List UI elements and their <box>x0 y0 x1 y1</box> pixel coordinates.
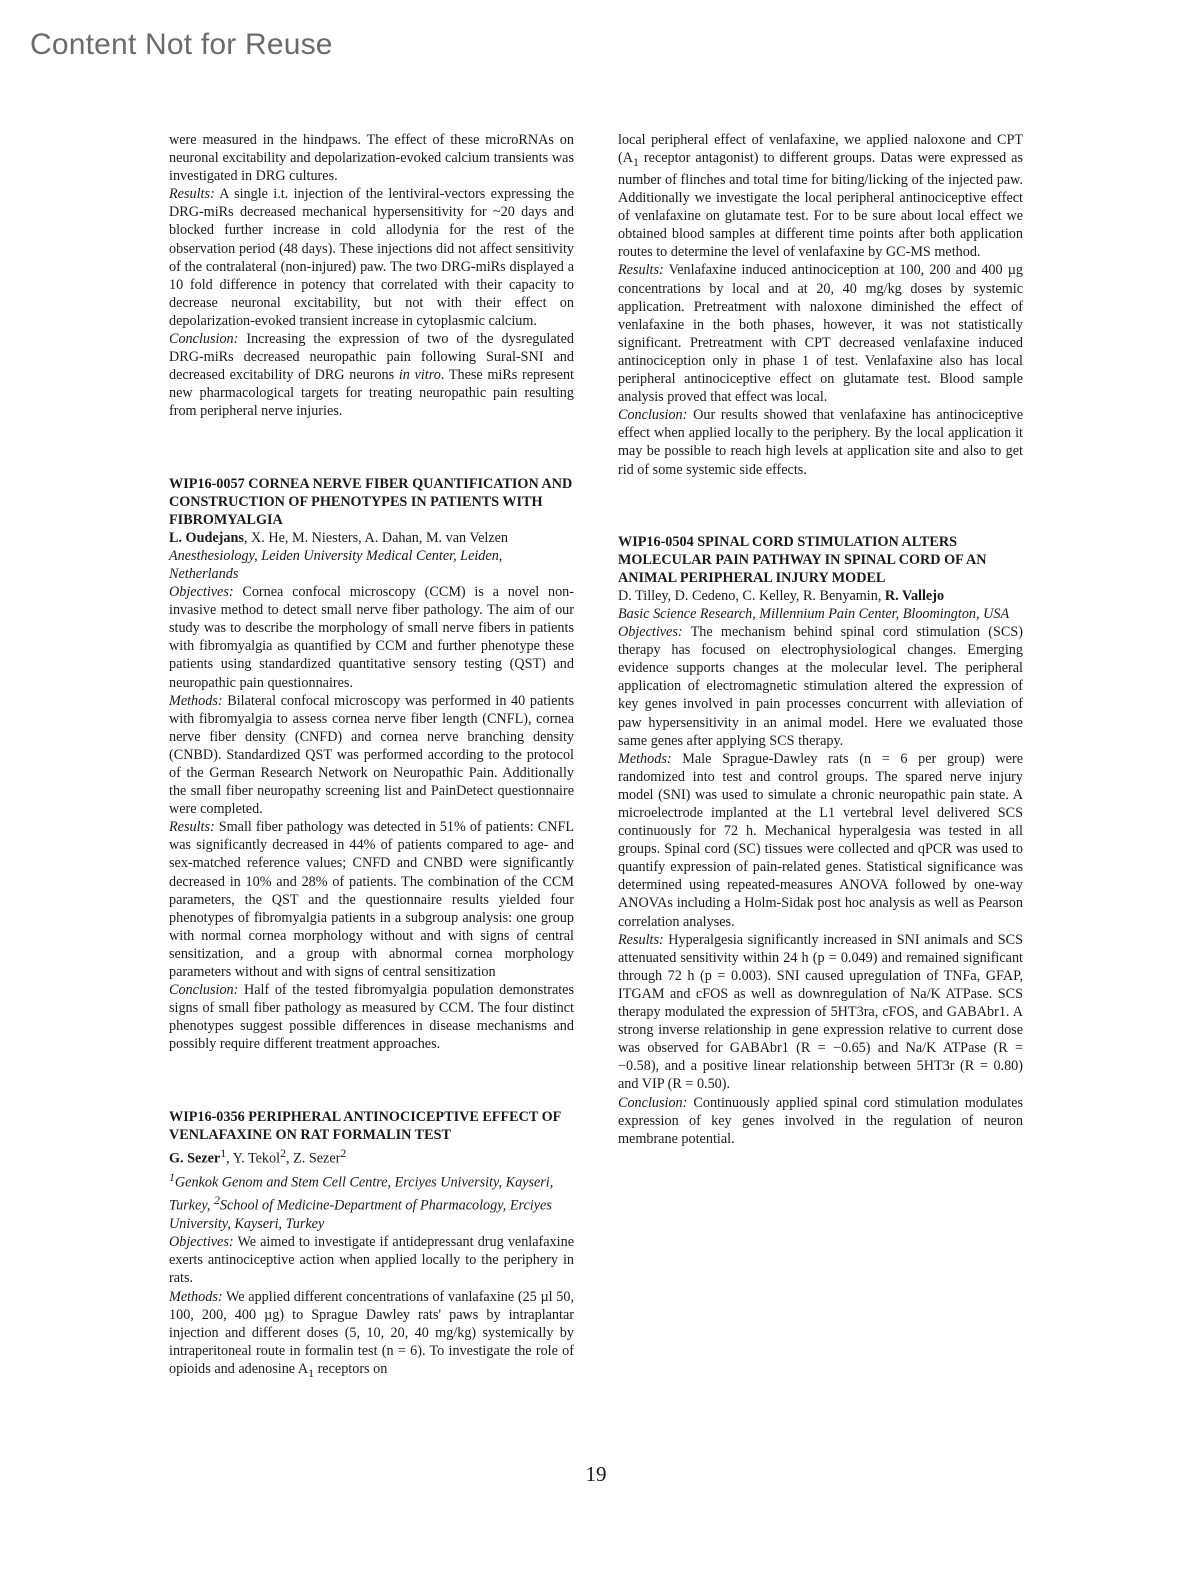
abstract-title: WIP16-0504 SPINAL CORD STIMULATION ALTERS MOLECULAR PAIN PATHWAY IN SPINAL CORD OF AN ANIMAL PERIPHERAL INJURY MODEL <box>618 533 987 586</box>
co-authors: , X. He, M. Niesters, A. Dahan, M. van Velzen <box>243 529 509 546</box>
methods-continuation-text-end: receptor antagonist) to different groups. Datas were expressed as number of flinches and total time for biting/licking of the injected paw. Additionally we investigate the local peripheral antinociceptive effect of venlafaxine on glutamate test. For to be sure about local effect we obtained blood samples at different time points after both application routes to determine the level of venlafaxine by GC-MS method. <box>618 150 1023 261</box>
objectives-label: Objectives: <box>618 624 683 641</box>
subscript: 1 <box>308 1365 315 1380</box>
results-text: Hyperalgesia significantly increased in SNI animals and SCS attenuated sensitivity within 24 h (p = 0.049) and remained significant through 72 h (p = 0.003). SNI caused upregulation of TNFa, GFAP, ITGAM and cFOS as well as downregulation of Na/K ATPase. SCS therapy modulated the expression of 5HT3ra, cFOS, and GABAbr1. A strong inverse relationship in gene expression relative to current dose was observed for GABAbr1 (R = −0.65) and Na/K ATPase (R = −0.58), and a positive linear relationship between 5HT3r (R = 0.80) and VIP (R = 0.50). <box>618 931 1023 1093</box>
conclusion-label: Conclusion: <box>618 407 688 424</box>
methods-label: Methods: <box>169 1288 223 1305</box>
affiliation-2: School of Medicine-Department of Pharmacology, Erciyes University, Kayseri, Turkey <box>169 1198 552 1233</box>
affiliation: Anesthesiology, Leiden University Medical Center, Leiden, Netherlands <box>169 547 503 582</box>
right-column <box>618 131 1023 1148</box>
results-label: Results: <box>169 819 215 836</box>
methods-continuation-text: local peripheral effect of venlafaxine, we applied naloxone and CPT (A <box>618 132 1023 167</box>
objectives-text: The mechanism behind spinal cord stimulation (SCS) therapy has focused on electrophysiological changes. Emerging evidence supports changes at the molecular level. The peripheral application of electromagnetic stimulation altered the expression of key genes involved in pain processes concurrent with alleviation of paw hypersensitivity in an animal model. Here we evaluated those same genes after applying SCS therapy. <box>618 624 1024 749</box>
abstract-title: WIP16-0356 PERIPHERAL ANTINOCICEPTIVE EFFECT OF VENLAFAXINE ON RAT FORMALIN TEST <box>169 1108 561 1143</box>
abstract-continuation-right <box>618 131 1023 479</box>
abstract-continuation-left <box>169 131 574 421</box>
author-superscript: 2 <box>340 1145 347 1160</box>
subscript: 1 <box>632 154 639 169</box>
abstract-paragraph: were measured in the hindpaws. The effect of these microRNAs on neuronal excitability and depolarization-evoked calcium transients was investigated in DRG cultures. <box>169 132 574 185</box>
methods-paragraph <box>169 692 574 819</box>
conclusion-label: Conclusion: <box>169 982 239 999</box>
objectives-paragraph <box>169 1233 574 1287</box>
spacer <box>169 1054 574 1108</box>
abstract-title: WIP16-0057 CORNEA NERVE FIBER QUANTIFICATION AND CONSTRUCTION OF PHENOTYPES IN PATIENTS WITH FIBROMYALGIA <box>169 475 573 528</box>
methods-paragraph <box>618 750 1023 931</box>
page-number: 19 <box>585 1462 607 1486</box>
objectives-paragraph <box>169 583 574 692</box>
conclusion-paragraph <box>618 1094 1023 1148</box>
results-paragraph <box>169 185 574 330</box>
author-superscript: 1 <box>220 1145 227 1160</box>
presenting-author: G. Sezer <box>169 1150 221 1167</box>
objectives-label: Objectives: <box>169 584 234 601</box>
conclusion-paragraph <box>618 406 1023 478</box>
affiliation: Basic Science Research, Millennium Pain Center, Bloomington, USA <box>618 605 1010 622</box>
affiliation-superscript: 1 <box>169 1169 175 1184</box>
results-text: Small fiber pathology was detected in 51% of patients: CNFL was significantly decreased in 44% of patients compared to age- and sex-matched reference values; CNFD and CNBD were significantly decreased in 10% and 28% of patients. The combination of the CCM parameters, the QST and the questionnaire results yielded four phenotypes of fibromyalgia patients in a subgroup analysis: one group with normal cornea morphology without and with signs of central sensitization, and a group with abnormal cornea morphology parameters without and with signs of central sensitization <box>169 819 574 981</box>
methods-text: We applied different concentrations of vanlafaxine (25 µl 50, 100, 200, 400 µg) to Sprague Dawley rats' paws by intraplantar injection and different doses (5, 10, 20, 40 mg/kg) systemically by intraperitoneal route in formalin test (n = 6). To investigate the role of opioids and adenosine A <box>169 1288 575 1377</box>
author-superscript: 2 <box>280 1145 286 1160</box>
results-text: A single i.t. injection of the lentiviral-vectors expressing the DRG-miRs decreased mechanical hypersensitivity for ~20 days and blocked further increase in cold allodynia for the rest of the observation period (48 days). These injections did not affect sensitivity of the contralateral (non-injured) paw. The two DRG-miRs displayed a 10 fold difference in potency that correlated with their capacity to decrease neuronal excitability, but not with their effect on depolarization-evoked transient increase in cytoplasmic calcium. <box>169 186 575 329</box>
methods-label: Methods: <box>618 750 672 767</box>
left-column <box>169 131 574 1382</box>
affiliation-1: Genkok Genom and Stem Cell Centre, Erciyes University, Kayseri, Turkey, <box>169 1174 554 1215</box>
methods-continuation <box>618 131 1023 261</box>
results-paragraph <box>618 261 1023 406</box>
conclusion-italic: in vitro <box>398 367 441 384</box>
results-label: Results: <box>618 931 664 948</box>
results-label: Results: <box>618 262 664 279</box>
presenting-author: R. Vallejo <box>884 587 945 604</box>
conclusion-label: Conclusion: <box>618 1094 688 1111</box>
methods-text: Bilateral confocal microscopy was performed in 40 patients with fibromyalgia to assess cornea nerve fiber length (CNFL), cornea nerve fiber density (CNFD) and cornea nerve branching density (CNBD). Standardized QST was performed according to the protocol of the German Research Network on Neuropathic Pain. Additionally the small fiber neuropathy screening list and PainDetect questionnaire were completed. <box>169 692 574 818</box>
conclusion-text: Our results showed that venlafaxine has antinociceptive effect when applied locally to the periphery. By the local application it may be possible to reach high levels at application site and also to get rid of some systemic side effects. <box>618 407 1024 478</box>
co-author: , Y. Tekol <box>226 1150 281 1167</box>
conclusion-label: Conclusion: <box>169 331 239 348</box>
methods-text-end: receptors on <box>314 1360 388 1377</box>
conclusion-text-end: . These miRs represent new pharmacological targets for treating neuropathic pain resulting from peripheral nerve injuries. <box>169 367 575 420</box>
conclusion-paragraph <box>169 981 574 1053</box>
objectives-label: Objectives: <box>169 1234 234 1251</box>
author-list <box>618 587 1023 605</box>
abstract-wip16-0057 <box>169 475 574 1054</box>
co-author: , Z. Sezer <box>285 1150 341 1167</box>
conclusion-text: Half of the tested fibromyalgia population demonstrates signs of small fiber pathology as measured by CCM. The four distinct phenotypes suggest possible differences in disease mechanisms and possibly require different treatment approaches. <box>169 982 574 1053</box>
affiliation <box>169 1168 574 1234</box>
methods-text: Male Sprague-Dawley rats (n = 6 per group) were randomized into test and control groups. The spared nerve injury model (SNI) was used to simulate a chronic neuropathic pain state. A microelectrode implanted at the L1 vertebral level delivered SCS continuously for 72 h. Mechanical hyperalgesia was tested in all groups. Spinal cord (SC) tissues were collected and qPCR was used to quantify expression of pain-related genes. Statistical significance was determined using repeated-measures ANOVA followed by one-way ANOVAs including a Holm-Sidak post hoc analysis as well as Pearson correlation analyses. <box>618 750 1024 930</box>
author-list <box>169 529 574 547</box>
conclusion-text: Continuously applied spinal cord stimulation modulates expression of key genes involved in the regulation of neuron membrane potential. <box>618 1094 1024 1147</box>
methods-label: Methods: <box>169 692 223 709</box>
objectives-paragraph <box>618 623 1023 750</box>
abstract-wip16-0504 <box>618 533 1023 1148</box>
results-paragraph <box>169 818 574 981</box>
author-list <box>169 1144 574 1168</box>
methods-paragraph <box>169 1288 574 1382</box>
watermark-text: Content Not for Reuse <box>30 28 333 61</box>
objectives-text: We aimed to investigate if antidepressant drug venlafaxine exerts antinociceptive action when applied locally to the periphery in rats. <box>169 1234 574 1287</box>
conclusion-paragraph <box>169 330 574 420</box>
objectives-text: Cornea confocal microscopy (CCM) is a novel non-invasive method to detect small nerve fiber pathology. The aim of our study was to describe the morphology of small nerve fibers in patients with fibromyalgia as quantified by CCM and further phenotype these patients using standardized quantitative sensory testing (QST) and neuropathic pain questionnaires. <box>169 584 574 691</box>
results-paragraph <box>618 931 1023 1094</box>
presenting-author: L. Oudejans <box>169 529 244 546</box>
results-text: Venlafaxine induced antinociception at 100, 200 and 400 µg concentrations by local and at 20, 40 mg/kg doses by systemic application. Pretreatment with naloxone diminished the effect of venlafaxine in the both phases, however, it was not statistically significant. Pretreatment with CPT decreased venlafaxine induced antinociception only in phase 1 of test. Venlafaxine also has local peripheral antinociceptive effect on glutamate test. Blood sample analysis proved that effect was local. <box>618 262 1023 406</box>
results-label: Results: <box>169 186 215 203</box>
abstract-wip16-0356 <box>169 1108 574 1382</box>
conclusion-text: Increasing the expression of two of the dysregulated DRG-miRs decreased neuropathic pain following Sural-SNI and decreased excitability of DRG neurons <box>169 331 575 384</box>
co-authors: D. Tilley, D. Cedeno, C. Kelley, R. Benyamin, <box>618 587 885 604</box>
affiliation-superscript: 2 <box>213 1193 220 1208</box>
spacer <box>618 479 1023 533</box>
spacer <box>169 421 574 475</box>
